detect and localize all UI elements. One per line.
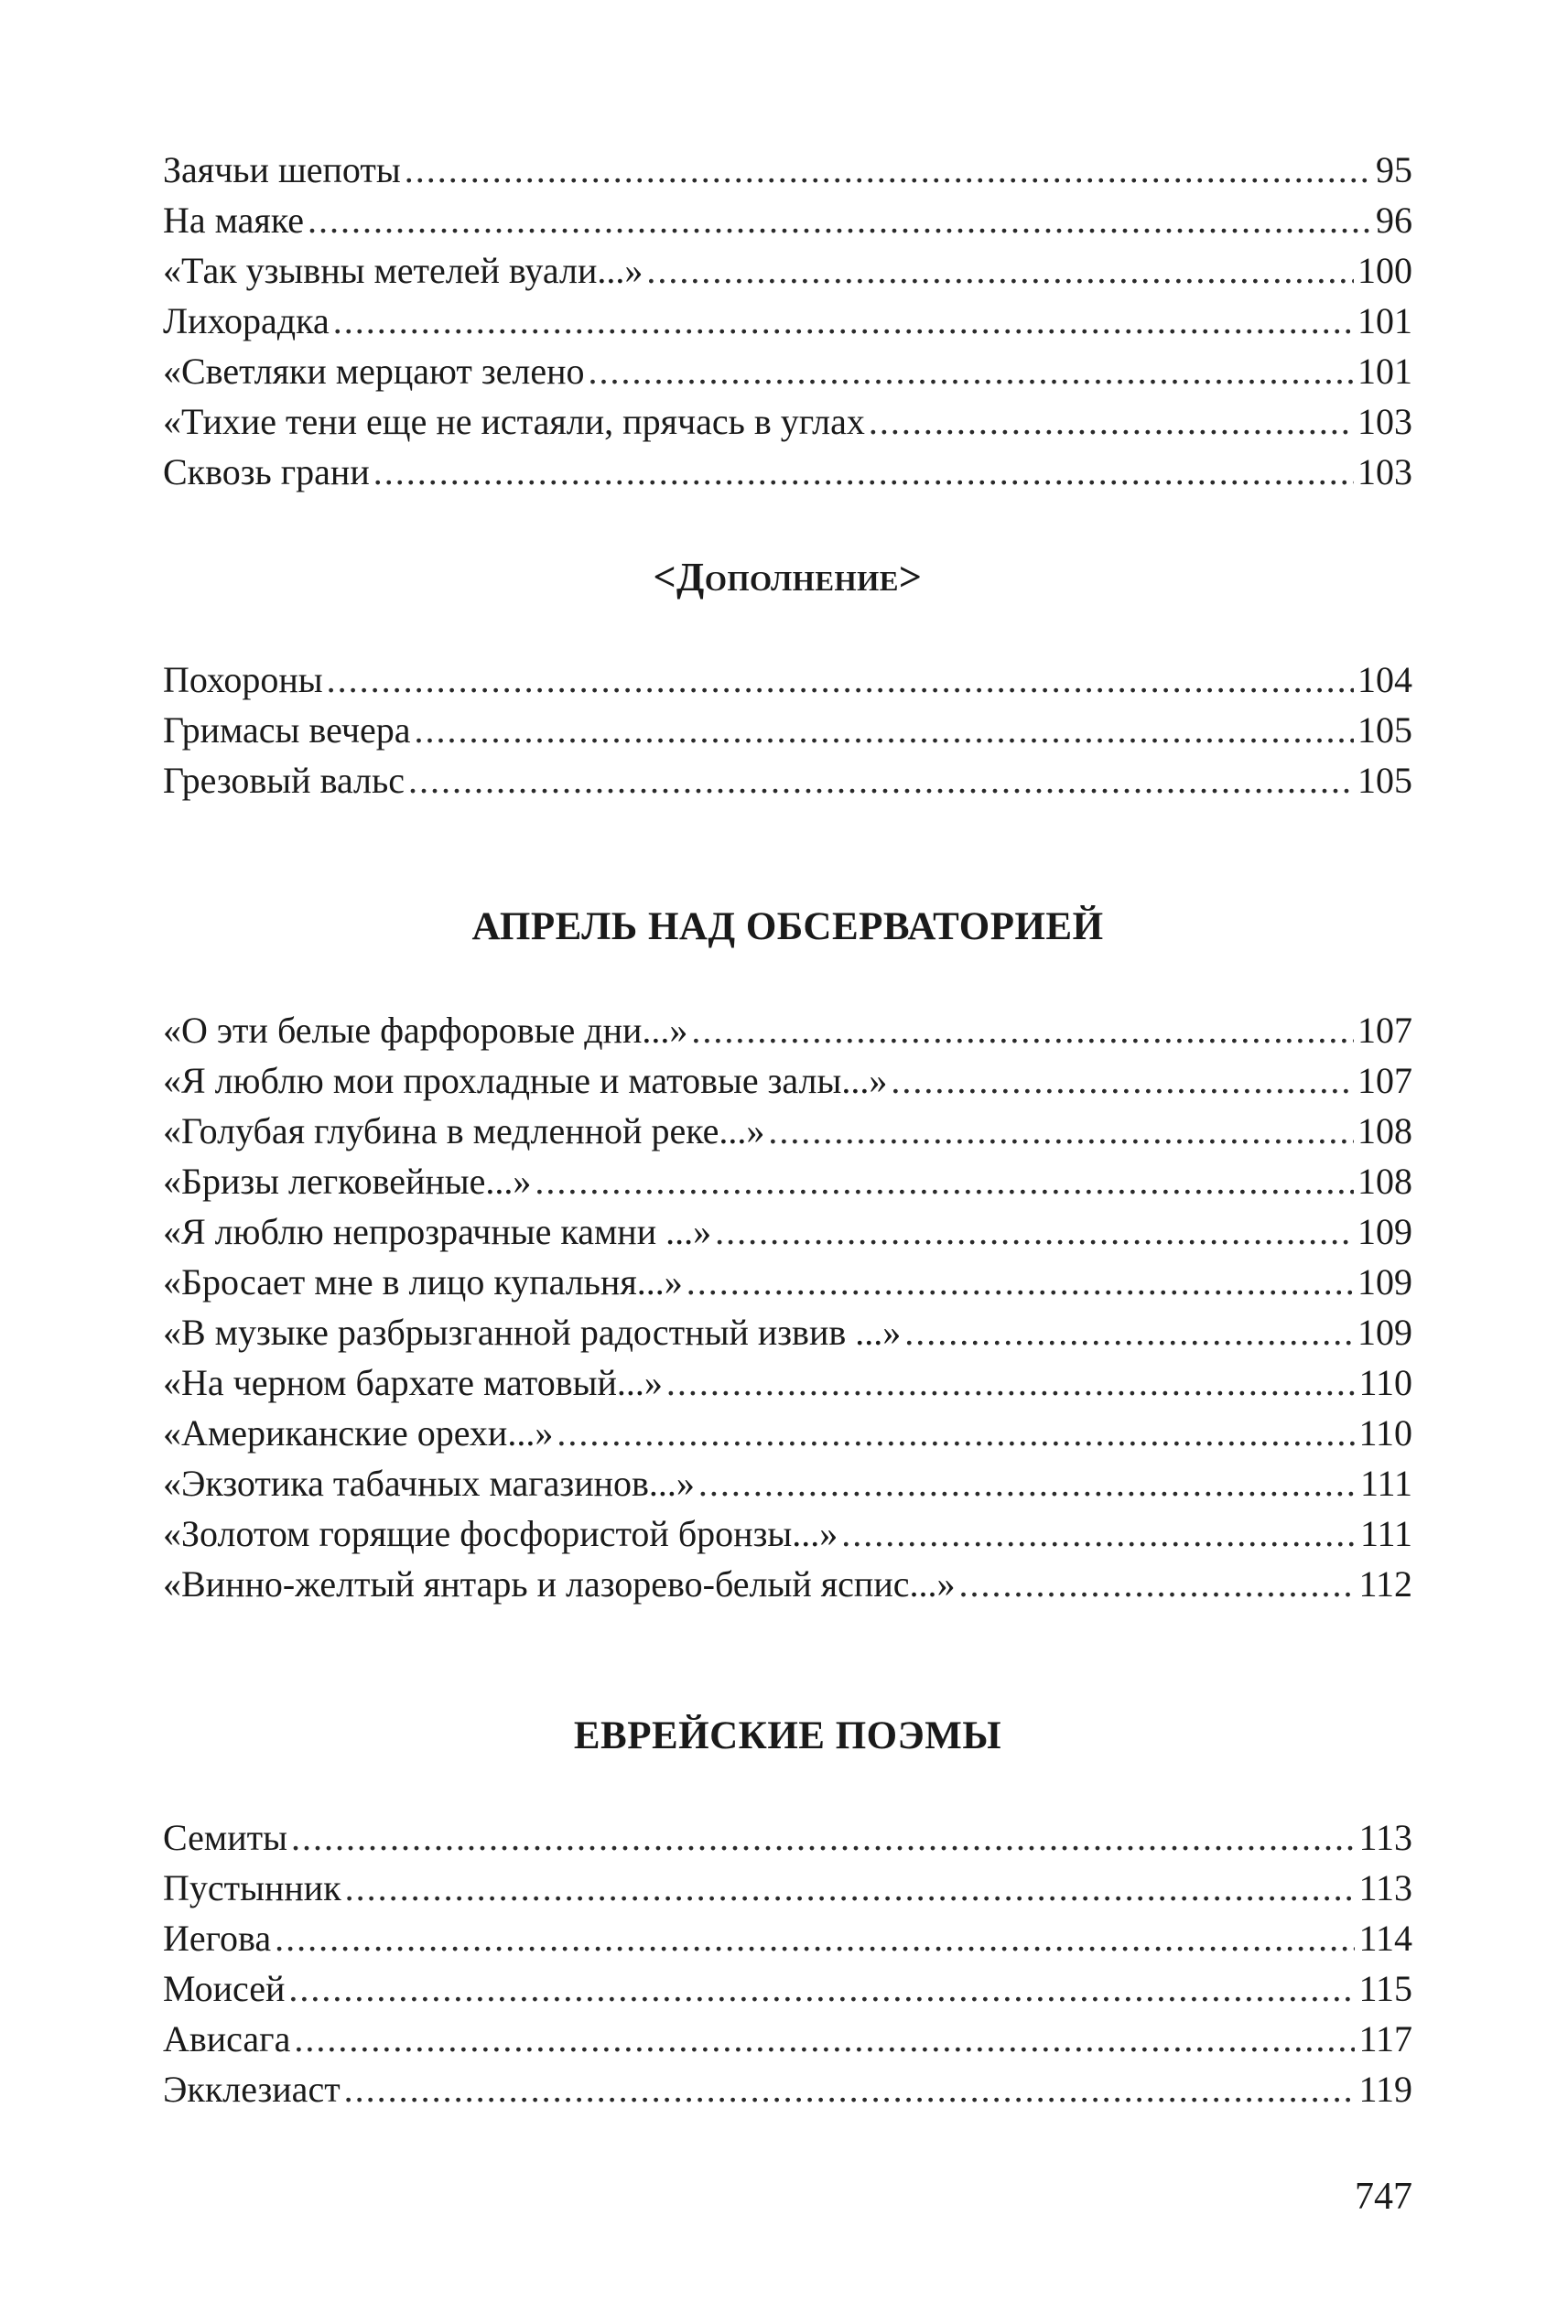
toc-entry-title: «Так узывны метелей вуали...» <box>163 250 643 291</box>
dot-leader <box>646 245 1354 296</box>
toc-entry-title: «Экзотика табачных магазинов...» <box>163 1463 695 1504</box>
toc-entry-title: Экклезиаст <box>163 2069 341 2110</box>
toc-entry-title: Пустынник <box>163 1867 341 1908</box>
toc-entry-page: 113 <box>1358 1817 1412 1858</box>
toc-entry <box>163 145 1412 195</box>
dot-leader <box>768 1106 1354 1156</box>
section-heading-hebrew: ЕВРЕЙСКИЕ ПОЭМЫ <box>573 1714 1002 1757</box>
dot-leader <box>373 447 1354 497</box>
section-heading-addition: <Дополнение> <box>653 555 923 600</box>
dot-leader <box>308 195 1372 245</box>
dot-leader <box>959 1559 1356 1609</box>
dot-leader <box>345 1863 1356 1913</box>
toc-entry-title: «В музыке разбрызганной радостный извив ...» <box>163 1312 902 1353</box>
toc-entry-page: 104 <box>1357 659 1412 700</box>
dot-leader <box>414 705 1354 755</box>
dot-leader <box>294 2014 1355 2064</box>
toc-entry <box>163 1357 1412 1408</box>
toc-entry-page: 96 <box>1376 200 1412 241</box>
toc-entry-page: 117 <box>1358 2018 1412 2059</box>
dot-leader <box>344 2064 1356 2114</box>
toc-entry <box>163 705 1412 755</box>
toc-entry <box>163 1206 1412 1257</box>
toc-entry-page: 114 <box>1358 1918 1412 1959</box>
toc-entry-page: 115 <box>1358 1968 1412 2009</box>
toc-entry-page: 100 <box>1357 250 1412 291</box>
toc-entry-page: 105 <box>1357 709 1412 751</box>
dot-leader <box>288 1963 1355 2014</box>
dot-leader <box>327 654 1354 705</box>
toc-entry <box>163 2014 1412 2064</box>
dot-leader <box>698 1458 1357 1508</box>
dot-leader <box>557 1408 1355 1458</box>
toc-entry-page: 112 <box>1358 1563 1412 1605</box>
dot-leader <box>904 1307 1354 1357</box>
toc-entry <box>163 447 1412 497</box>
toc-entry <box>163 245 1412 296</box>
toc-entry <box>163 1913 1412 1963</box>
toc-entry-title: «Я люблю мои прохладные и матовые залы...» <box>163 1060 888 1101</box>
toc-entry-title: На маяке <box>163 200 305 241</box>
page-number: 747 <box>1355 2176 1412 2218</box>
dot-leader <box>408 755 1354 805</box>
toc-block-2 <box>163 654 1412 805</box>
toc-block-1 <box>163 145 1412 497</box>
toc-entry-title: Похороны <box>163 659 323 700</box>
toc-entry <box>163 195 1412 245</box>
toc-entry-title: Заячьи шепоты <box>163 149 401 190</box>
toc-entry-page: 111 <box>1359 1463 1412 1504</box>
toc-entry <box>163 1963 1412 2014</box>
toc-entry-page: 108 <box>1357 1110 1412 1151</box>
toc-entry-page: 110 <box>1358 1412 1412 1454</box>
toc-entry-title: Грезовый вальс <box>163 760 406 801</box>
dot-leader <box>691 1005 1354 1055</box>
toc-entry-title: Сквозь грани <box>163 451 370 492</box>
dot-leader <box>405 145 1372 195</box>
toc-entry <box>163 1156 1412 1206</box>
toc-entry <box>163 346 1412 396</box>
dot-leader <box>535 1156 1354 1206</box>
toc-entry <box>163 2064 1412 2114</box>
toc-entry-page: 103 <box>1357 401 1412 442</box>
toc-entry-page: 105 <box>1357 760 1412 801</box>
toc-entry-page: 109 <box>1357 1261 1412 1303</box>
toc-entry-title: Ависага <box>163 2018 291 2059</box>
dot-leader <box>715 1206 1354 1257</box>
toc-entry-title: Лихорадка <box>163 300 330 341</box>
toc-entry-page: 108 <box>1357 1161 1412 1202</box>
toc-entry <box>163 1863 1412 1913</box>
toc-entry <box>163 1307 1412 1357</box>
dot-leader <box>333 296 1354 346</box>
toc-entry <box>163 296 1412 346</box>
toc-entry <box>163 396 1412 447</box>
toc-block-3 <box>163 1005 1412 1609</box>
toc-entry <box>163 1257 1412 1307</box>
dot-leader <box>666 1357 1356 1408</box>
toc-entry-title: «Я люблю непрозрачные камни ...» <box>163 1211 712 1252</box>
toc-entry <box>163 755 1412 805</box>
dot-leader <box>291 1812 1355 1863</box>
toc-entry-title: Гримасы вечера <box>163 709 411 751</box>
toc-entry <box>163 1408 1412 1458</box>
dot-leader <box>869 396 1354 447</box>
dot-leader <box>589 346 1354 396</box>
toc-entry-title: «Золотом горящие фосфористой бронзы...» <box>163 1513 838 1554</box>
toc-entry-title: Семиты <box>163 1817 287 1858</box>
dot-leader <box>687 1257 1354 1307</box>
toc-entry-page: 111 <box>1359 1513 1412 1554</box>
section-heading-april: АПРЕЛЬ НАД ОБСЕРВАТОРИЕЙ <box>471 905 1104 948</box>
toc-entry-title: «Винно-желтый янтарь и лазорево-белый яспис...» <box>163 1563 956 1605</box>
toc-entry-title: «Тихие тени еще не истаяли, прячась в углах <box>163 401 865 442</box>
toc-entry-page: 119 <box>1358 2069 1412 2110</box>
toc-entry-page: 107 <box>1357 1060 1412 1101</box>
toc-entry-page: 110 <box>1358 1362 1412 1403</box>
toc-entry-title: «На черном бархате матовый...» <box>163 1362 663 1403</box>
dot-leader <box>891 1055 1354 1106</box>
toc-entry-title: «Американские орехи...» <box>163 1412 554 1454</box>
toc-entry-page: 95 <box>1376 149 1412 190</box>
toc-entry <box>163 1005 1412 1055</box>
toc-entry-title: «Голубая глубина в медленной реке...» <box>163 1110 765 1151</box>
toc-entry <box>163 1055 1412 1106</box>
toc-entry <box>163 654 1412 705</box>
toc-entry-title: «О эти белые фарфоровые дни...» <box>163 1010 688 1051</box>
toc-entry <box>163 1559 1412 1609</box>
toc-entry <box>163 1106 1412 1156</box>
toc-entry-page: 103 <box>1357 451 1412 492</box>
toc-block-4 <box>163 1812 1412 2114</box>
toc-entry-title: «Бризы легковейные...» <box>163 1161 532 1202</box>
toc-entry <box>163 1508 1412 1559</box>
toc-entry-title: «Светляки мерцают зелено <box>163 351 585 392</box>
toc-entry-title: Иегова <box>163 1918 272 1959</box>
toc-entry <box>163 1458 1412 1508</box>
toc-entry-page: 107 <box>1357 1010 1412 1051</box>
dot-leader <box>275 1913 1355 1963</box>
dot-leader <box>841 1508 1357 1559</box>
toc-entry-page: 109 <box>1357 1211 1412 1252</box>
toc-entry-page: 101 <box>1357 300 1412 341</box>
toc-entry-page: 101 <box>1357 351 1412 392</box>
toc-entry-title: «Бросает мне в лицо купальня...» <box>163 1261 683 1303</box>
toc-entry-title: Моисей <box>163 1968 286 2009</box>
toc-entry-page: 113 <box>1358 1867 1412 1908</box>
toc-entry <box>163 1812 1412 1863</box>
toc-entry-page: 109 <box>1357 1312 1412 1353</box>
